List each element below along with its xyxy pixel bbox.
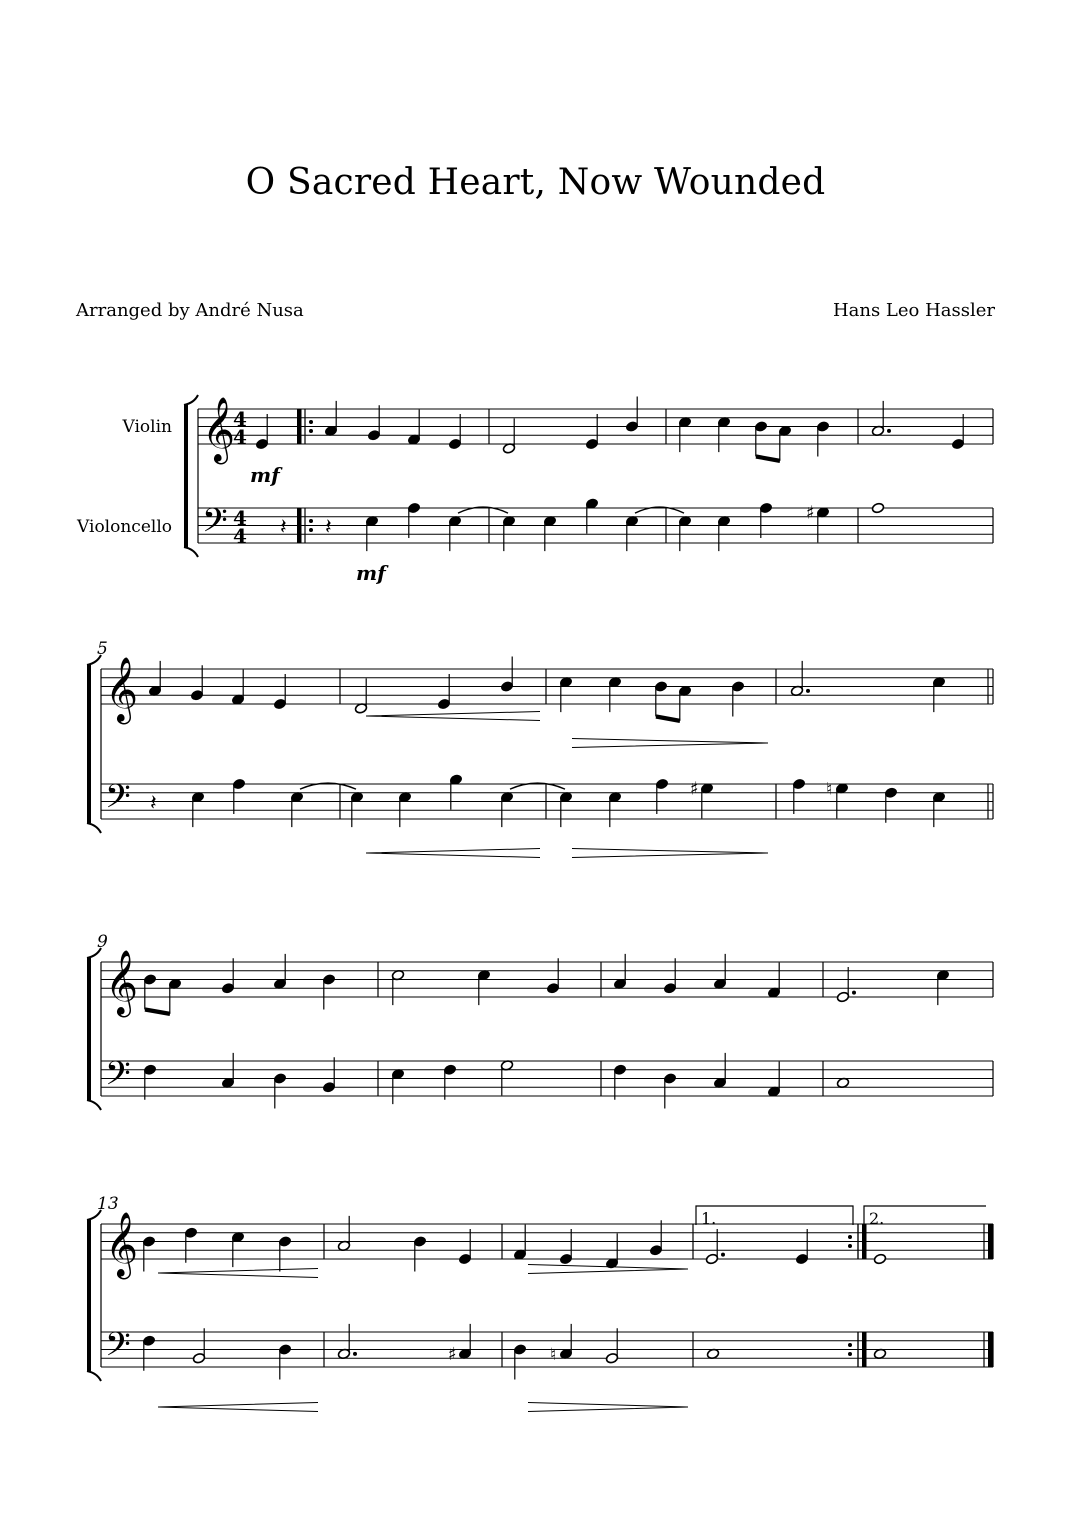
- natural-accidental: ♮: [550, 1344, 557, 1365]
- beam: [756, 457, 780, 461]
- repeat-dot: [848, 1352, 852, 1356]
- bass-clef: 𝄢: [105, 1055, 131, 1101]
- crescendo-hairpin: [158, 1269, 318, 1278]
- final-thick-bar: [988, 1224, 993, 1259]
- sharp-accidental: ♯: [690, 778, 699, 800]
- repeat-dot: [309, 528, 313, 532]
- bracket-hook: [184, 547, 198, 557]
- crescendo-hairpin: [366, 849, 540, 858]
- quarter-rest: 𝄽: [325, 515, 332, 540]
- diminuendo-hairpin: [572, 849, 768, 858]
- notation-layer: [76, 395, 993, 1412]
- time-signature-numerator: 4: [233, 506, 247, 530]
- bracket-hook: [87, 823, 101, 833]
- composer-credit: Hans Leo Hassler: [832, 300, 995, 321]
- dynamic-marking: mf: [356, 561, 386, 585]
- arranger-credit: Arranged by André Nusa: [76, 300, 304, 321]
- bracket-hook: [87, 1100, 101, 1110]
- repeat-dot: [848, 1235, 852, 1239]
- repeat-thick-bar: [862, 1224, 867, 1259]
- final-thick-bar: [988, 1332, 993, 1367]
- bass-clef: 𝄢: [105, 1326, 131, 1372]
- augmentation-dot: [806, 689, 810, 693]
- diminuendo-hairpin: [528, 1403, 688, 1412]
- volta-label: 2.: [869, 1209, 885, 1228]
- instrument-name-violin: Violin: [122, 417, 172, 437]
- repeat-dot: [309, 420, 313, 424]
- quarter-rest: 𝄽: [280, 515, 287, 540]
- treble-clef: 𝄞: [105, 950, 139, 1015]
- repeat-dot: [309, 429, 313, 433]
- repeat-dot: [309, 519, 313, 523]
- augmentation-dot: [887, 429, 891, 433]
- bass-clef: 𝄢: [202, 502, 228, 548]
- repeat-thick-bar: [297, 409, 302, 444]
- sharp-accidental: ♯: [806, 502, 815, 524]
- time-signature-numerator: 4: [233, 407, 247, 431]
- cello-note: [871, 502, 884, 514]
- treble-clef: 𝄞: [105, 657, 139, 722]
- repeat-thick-bar: [862, 1332, 867, 1367]
- sharp-accidental: ♯: [448, 1343, 457, 1365]
- beam: [656, 717, 680, 721]
- treble-clef: 𝄞: [202, 397, 236, 462]
- augmentation-dot: [852, 991, 856, 995]
- repeat-dot: [848, 1343, 852, 1347]
- augmentation-dot: [353, 1352, 357, 1356]
- quarter-rest: 𝄽: [150, 791, 157, 816]
- time-signature-denominator: 4: [233, 524, 247, 548]
- piece-title: O Sacred Heart, Now Wounded: [245, 162, 826, 203]
- crescendo-hairpin: [366, 712, 540, 721]
- diminuendo-hairpin: [572, 739, 768, 748]
- augmentation-dot: [721, 1253, 725, 1257]
- dynamic-marking: mf: [250, 463, 280, 487]
- crescendo-hairpin: [158, 1403, 318, 1412]
- repeat-dot: [848, 1244, 852, 1248]
- repeat-thick-bar: [297, 508, 302, 543]
- measure-number: 13: [97, 1194, 119, 1214]
- volta-label: 1.: [701, 1209, 717, 1228]
- instrument-name-cello: Violoncello: [77, 517, 172, 537]
- bass-clef: 𝄢: [105, 778, 131, 824]
- treble-clef: 𝄞: [105, 1212, 139, 1277]
- time-signature-denominator: 4: [233, 425, 247, 449]
- beam: [145, 1010, 170, 1014]
- bracket-hook: [184, 395, 198, 405]
- natural-accidental: ♮: [826, 779, 833, 800]
- measure-number: 9: [97, 932, 108, 952]
- bracket-hook: [87, 1371, 101, 1381]
- violin-note: [873, 1253, 886, 1265]
- volta-bracket-1: [696, 1206, 853, 1225]
- measure-number: 5: [97, 639, 108, 659]
